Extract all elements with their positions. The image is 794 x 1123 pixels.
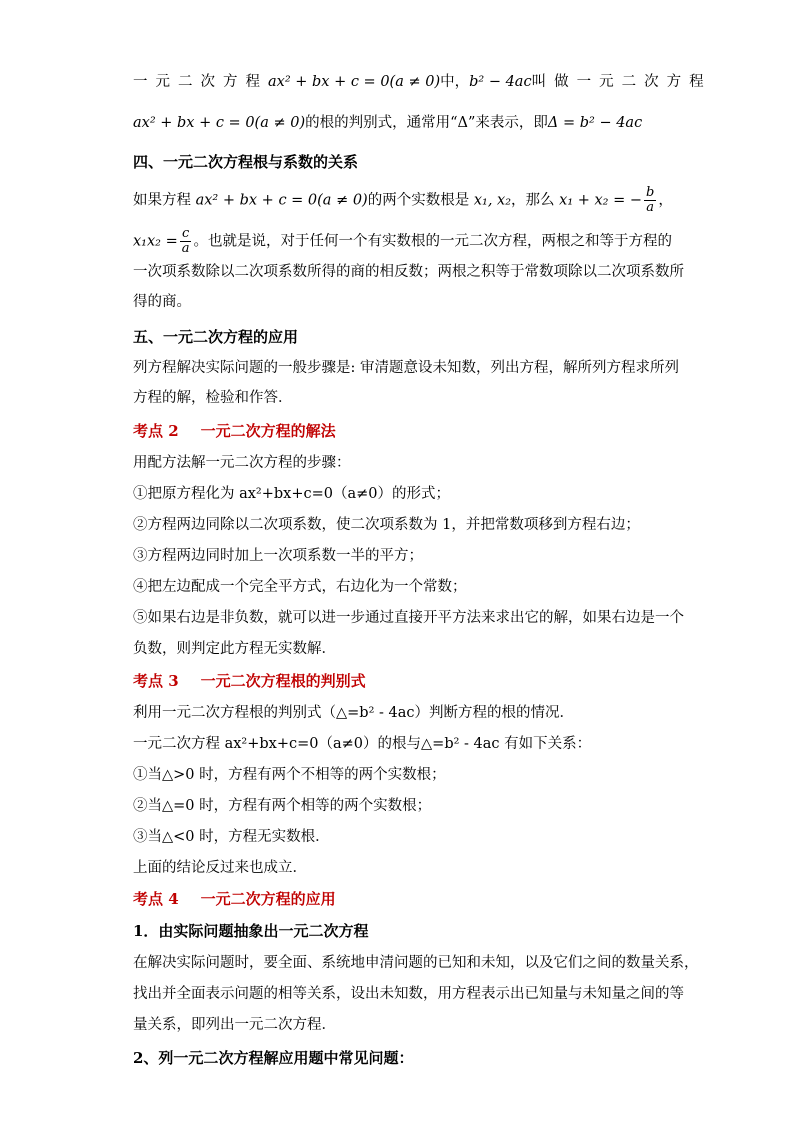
- application-text-2: 找出并全面表示问题的相等关系，设出未知数，用方程表示出已知量与未知量之间的等: [133, 986, 684, 1002]
- case-positive: ①当△>0 时，方程有两个不相等的两个实数根；: [133, 767, 446, 783]
- fraction-c-over-a: [180, 227, 192, 256]
- numerator: c: [181, 226, 190, 241]
- kaodian-title: 一元二次方程的应用: [200, 890, 336, 908]
- step-3: ③方程两边同时加上一次项系数一半的平方；: [133, 548, 423, 564]
- text-segment: 的根的判别式，通常用“Δ”来表示，即: [305, 115, 548, 131]
- kaodian-3-heading: [133, 671, 663, 691]
- case-zero: ②当△=0 时，方程有两个相等的两个实数根；: [133, 798, 432, 814]
- text-segment: 的两个实数根是: [367, 192, 470, 209]
- kaodian-number: 考点 4: [133, 890, 179, 908]
- discriminant-relation: 一元二次方程 ax²+bx+c=0（a≠0）的根与△=b² - 4ac 有如下关系：: [133, 736, 592, 752]
- roots: x₁, x₂: [473, 192, 512, 209]
- section-heading-5: 五、一元二次方程的应用: [133, 328, 299, 346]
- completing-square-intro: 用配方法解一元二次方程的步骤：: [133, 455, 351, 471]
- vieta-line-1: 如果方程 ax² + bx + c = 0(a ≠ 0)的两个实数根是 x₁, x₂，那么 x₁ + x₂ = − $\frac{b}{a}$ ，: [133, 185, 673, 215]
- discriminant-definition-line-2: [133, 113, 663, 133]
- text-segment: 叫做一元二次方程: [531, 74, 712, 90]
- application-text-1: 在解决实际问题时，要全面、系统地申清问题的已知和未知，以及它们之间的数量关系，: [133, 955, 699, 971]
- section-heading-4: 四、一元二次方程根与系数的关系: [133, 153, 359, 171]
- equation: ax² + bx + c = 0(a ≠ 0): [133, 115, 306, 131]
- discriminant-definition-line-1: [133, 72, 712, 92]
- application-subheading-1: 1．由实际问题抽象出一元二次方程: [133, 922, 369, 940]
- equation: ax² + bx + c = 0(a ≠ 0): [195, 192, 368, 209]
- equation: ax² + bx + c = 0(a ≠ 0): [268, 74, 441, 90]
- step-1: ①把原方程化为 ax²+bx+c=0（a≠0）的形式；: [133, 486, 451, 502]
- case-negative: ③当△<0 时，方程无实数根．: [133, 829, 330, 845]
- kaodian-number: 考点 2: [133, 422, 179, 440]
- sum-of-roots: x₁ + x₂ = −: [559, 192, 643, 209]
- application-subheading-2: 2、列一元二次方程解应用题中常见问题：: [133, 1049, 414, 1067]
- discriminant-expression: b² − 4ac: [469, 74, 532, 90]
- step-4: ④把左边配成一个完全平方式，右边化为一个常数；: [133, 579, 467, 595]
- kaodian-title: 一元二次方程的解法: [200, 422, 336, 440]
- vieta-line-2: [133, 226, 673, 256]
- denominator: a: [646, 200, 655, 215]
- discriminant-formula: Δ = b² − 4ac: [547, 115, 643, 131]
- application-line-1: 列方程解决实际问题的一般步骤是: 审清题意设未知数，列出方程，解所列方程求所列: [133, 360, 679, 376]
- converse-note: 上面的结论反过来也成立．: [133, 860, 307, 876]
- denominator: a: [181, 241, 190, 256]
- text-segment: 一元二次方程: [133, 74, 268, 90]
- kaodian-4-heading: [133, 889, 663, 909]
- kaodian-number: 考点 3: [133, 672, 179, 690]
- text-segment: ，那么: [511, 192, 555, 209]
- numerator: b: [646, 185, 655, 200]
- discriminant-usage: 利用一元二次方程根的判别式（△=b² - 4ac）判断方程的根的情况．: [133, 705, 575, 721]
- application-line-2: 方程的解，检验和作答．: [133, 390, 293, 406]
- product-of-roots: x₁x₂ =: [133, 233, 178, 250]
- text-segment: 如果方程: [133, 192, 191, 209]
- kaodian-title: 一元二次方程根的判别式: [200, 672, 366, 690]
- kaodian-2-heading: [133, 421, 663, 441]
- vieta-line-3: 一次项系数除以二次项系数所得的商的相反数；两根之积等于常数项除以二次项系数所: [133, 264, 684, 280]
- text-segment: 中，: [440, 74, 470, 90]
- vieta-line-4: 得的商。: [133, 294, 191, 310]
- step-5-line-2: 负数，则判定此方程无实数解．: [133, 641, 336, 657]
- text-segment: 。也就是说，对于任何一个有实数根的一元二次方程，两根之和等于方程的: [193, 233, 673, 250]
- application-text-3: 量关系，即列出一元二次方程．: [133, 1017, 336, 1033]
- step-5-line-1: ⑤如果右边是非负数，就可以进一步通过直接开平方法来求出它的解，如果右边是一个: [133, 610, 684, 626]
- fraction-b-over-a: [644, 186, 656, 215]
- step-2: ②方程两边同除以二次项系数，使二次项系数为 1，并把常数项移到方程右边；: [133, 517, 640, 533]
